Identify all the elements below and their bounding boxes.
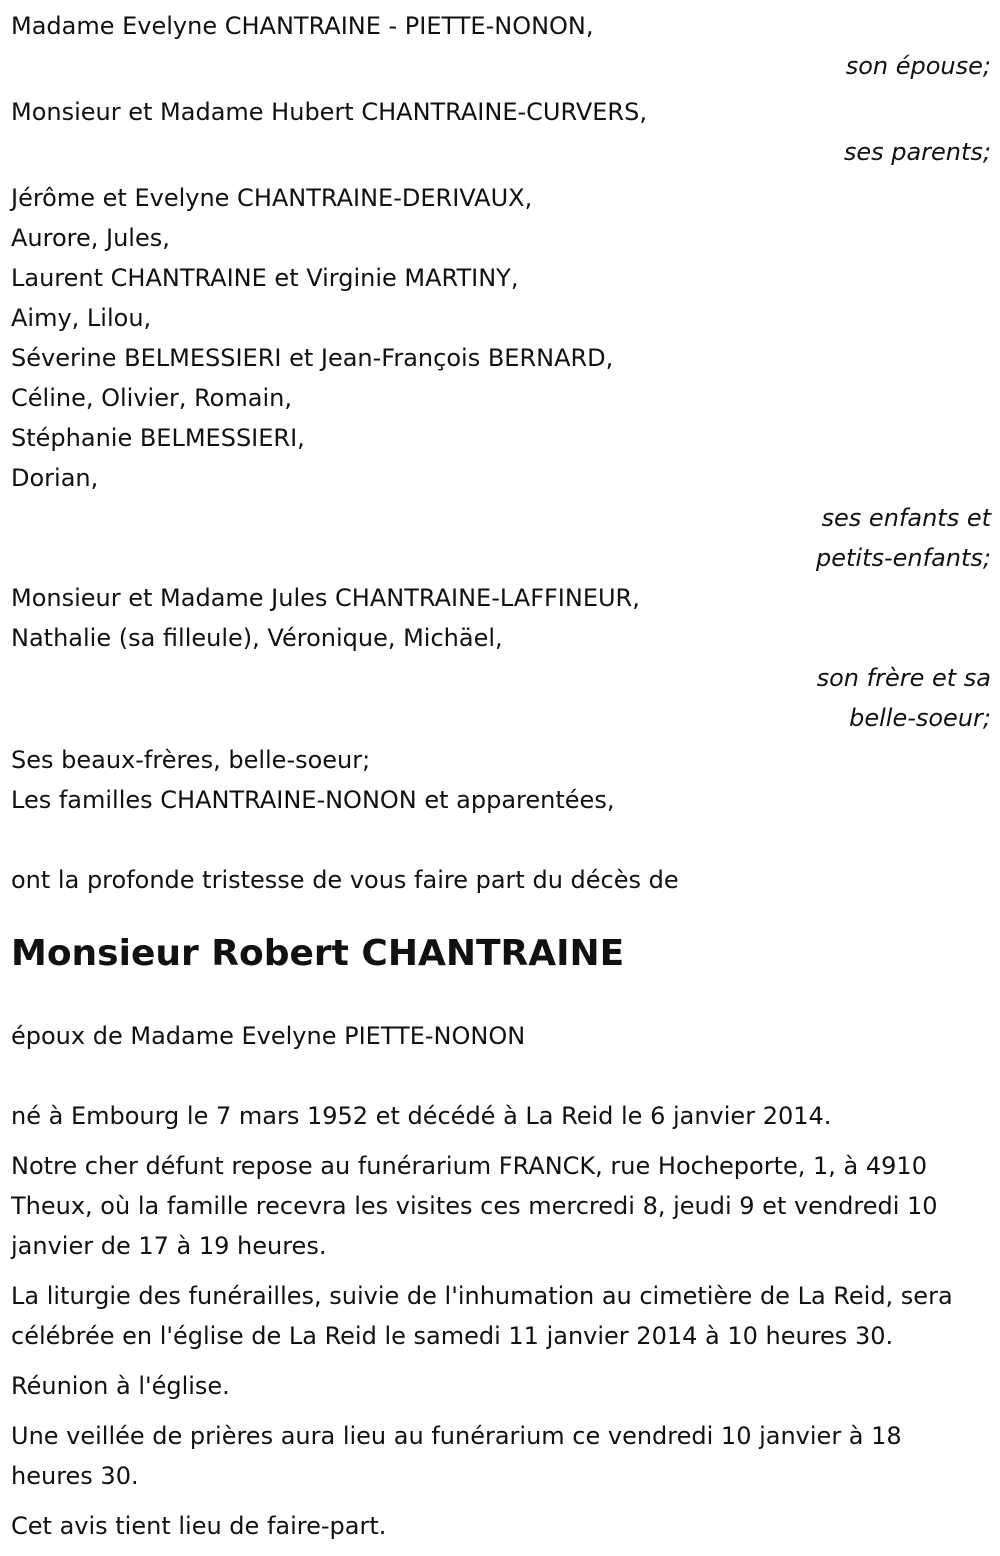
children-role: petits-enfants; <box>816 544 991 572</box>
brother-role: belle-soeur; <box>849 704 991 732</box>
children-list <box>11 178 991 498</box>
children-line: Séverine BELMESSIERI et Jean-François BERNARD, <box>11 344 614 372</box>
spouse-line: époux de Madame Evelyne PIETTE-NONON <box>11 1022 526 1050</box>
parents-line: Monsieur et Madame Hubert CHANTRAINE-CURVERS, <box>11 98 647 126</box>
details-section <box>11 1096 991 1546</box>
children-line: Aurore, Jules, <box>11 224 170 252</box>
detail-paragraph: La liturgie des funérailles, suivie de l'inhumation au cimetière de La Reid, sera célébrée en l'église de La Reid le samedi 11 janvier 2014 à 10 heures 30. <box>11 1282 953 1350</box>
wife-line: Madame Evelyne CHANTRAINE - PIETTE-NONON, <box>11 12 594 40</box>
children-line: Stéphanie BELMESSIERI, <box>11 424 305 452</box>
obituary-notice <box>11 6 991 1556</box>
deceased-name: Monsieur Robert CHANTRAINE <box>11 933 625 974</box>
children-line: Jérôme et Evelyne CHANTRAINE-DERIVAUX, <box>11 184 533 212</box>
children-line: Dorian, <box>11 464 99 492</box>
detail-paragraph: né à Embourg le 7 mars 1952 et décédé à La Reid le 6 janvier 2014. <box>11 1102 832 1130</box>
others-line: Les familles CHANTRAINE-NONON et apparentées, <box>11 786 615 814</box>
brother-line: Monsieur et Madame Jules CHANTRAINE-LAFFINEUR, <box>11 584 640 612</box>
children-line: Aimy, Lilou, <box>11 304 152 332</box>
detail-paragraph: Cet avis tient lieu de faire-part. <box>11 1512 387 1540</box>
detail-paragraph: Notre cher défunt repose au funérarium FRANCK, rue Hocheporte, 1, à 4910 Theux, où la famille recevra les visites ces mercredi 8, jeudi 9 et vendredi 10 janvier de 17 à 19 heures. <box>11 1152 938 1260</box>
brother-list <box>11 578 991 658</box>
spacer <box>11 1056 991 1096</box>
brother-role: son frère et sa <box>816 664 991 692</box>
children-role: ses enfants et <box>821 504 991 532</box>
announcement-text: ont la profonde tristesse de vous faire part du décès de <box>11 866 679 894</box>
brother-line: Nathalie (sa filleule), Véronique, Michäel, <box>11 624 503 652</box>
wife-role: son épouse; <box>845 52 991 80</box>
children-line: Laurent CHANTRAINE et Virginie MARTINY, <box>11 264 519 292</box>
detail-paragraph: Une veillée de prières aura lieu au funérarium ce vendredi 10 janvier à 18 heures 30. <box>11 1422 902 1490</box>
spacer <box>11 820 991 860</box>
children-line: Céline, Olivier, Romain, <box>11 384 292 412</box>
detail-paragraph: Réunion à l'église. <box>11 1372 230 1400</box>
parents-role: ses parents; <box>843 138 991 166</box>
other-relatives <box>11 740 991 820</box>
others-line: Ses beaux-frères, belle-soeur; <box>11 746 371 774</box>
